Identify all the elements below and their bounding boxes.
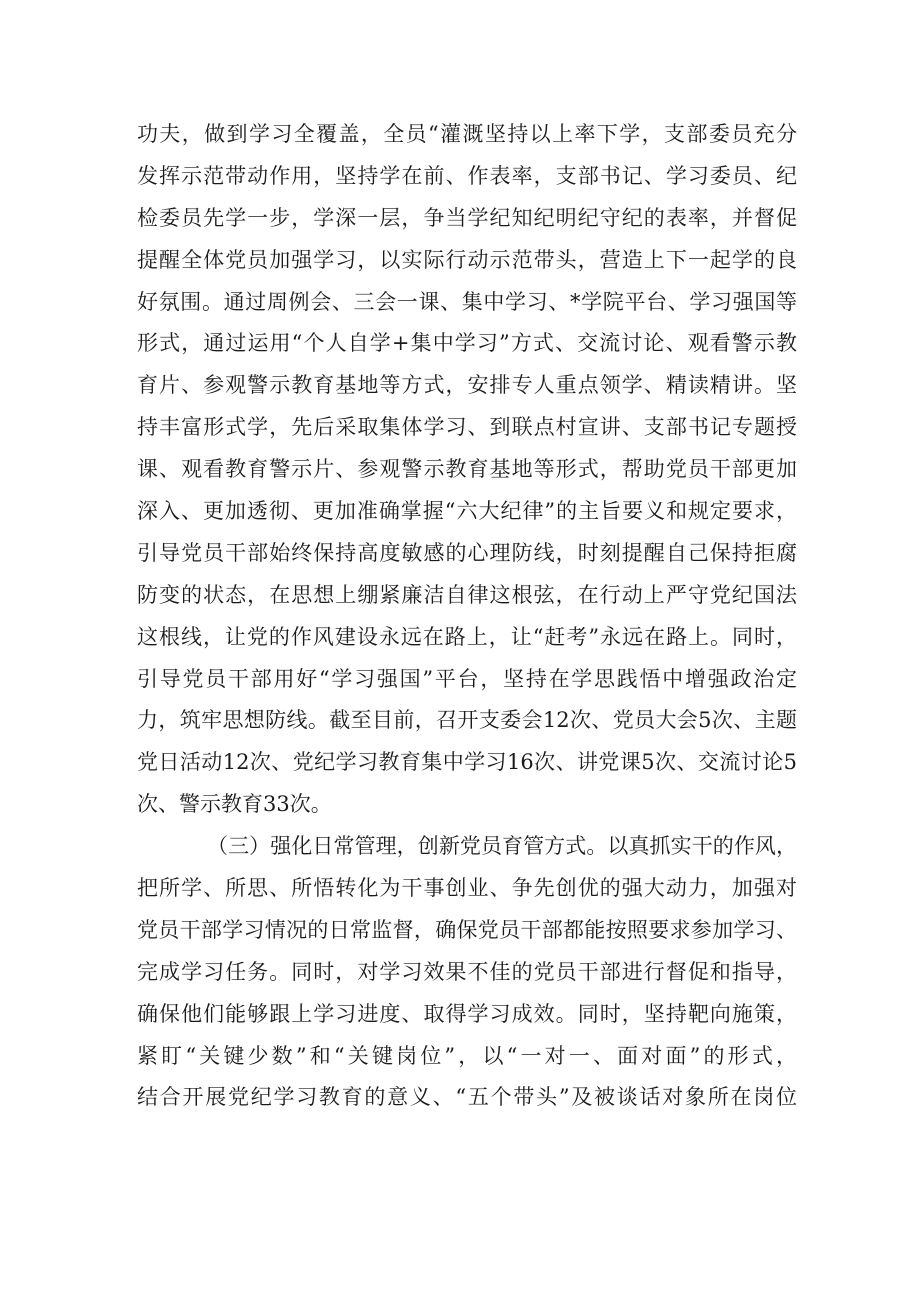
paragraph-1	[137, 114, 797, 826]
text-line: 深入、更加透彻、更加准确掌握“六大纪律”的主旨要义和规定要求，	[137, 499, 797, 524]
text-line: 提醒全体党员加强学习，以实际行动示范带头，营造上下一起学的良	[137, 247, 797, 272]
text-line: 好氛围。通过周例会、三会一课、集中学习、*学院平台、学习强国等	[137, 289, 797, 314]
text-line: 把所学、所思、所悟转化为干事创业、争先创优的强大动力，加强对	[137, 876, 797, 901]
text-line: 完成学习任务。同时，对学习效果不佳的党员干部进行督促和指导，	[137, 959, 797, 984]
text-line: 力，筑牢思想防线。截至目前，召开支委会12次、党员大会5次、主题	[137, 708, 797, 733]
text-line: 功夫，做到学习全覆盖，全员“灌溉坚持以上率下学，支部委员充分	[137, 122, 797, 146]
text-line: 结合开展党纪学习教育的意义、“五个带头”及被谈话对象所在岗位	[137, 1085, 797, 1110]
text-line: 持丰富形式学，先后采取集体学习、到联点村宣讲、支部书记专题授	[137, 415, 797, 440]
text-line: 防变的状态，在思想上绷紧廉洁自律这根弦，在行动上严守党纪国法	[137, 582, 797, 607]
document-body	[137, 114, 797, 1119]
text-line: 确保他们能够跟上学习进度、取得学习成效。同时，坚持靶向施策，	[137, 1001, 797, 1026]
text-line: 次、警示教育33次。	[137, 792, 332, 817]
section-heading-line: （三）强化日常管理，创新党员育管方式。以真抓实干的作风，	[207, 834, 797, 859]
text-line: 形式，通过运用“个人自学+集中学习”方式、交流讨论、观看警示教	[137, 331, 797, 356]
text-line: 这根线，让党的作风建设永远在路上，让“赶考”永远在路上。同时，	[137, 624, 797, 649]
text-line: 党日活动12次、党纪学习教育集中学习16次、讲党课5次、交流讨论5	[137, 750, 797, 775]
paragraph-2	[137, 826, 797, 1119]
text-line: 课、观看教育警示片、参观警示教育基地等形式，帮助党员干部更加	[137, 457, 797, 482]
text-line: 引导党员干部始终保持高度敏感的心理防线，时刻提醒自己保持拒腐	[137, 540, 797, 565]
text-line: 发挥示范带动作用，坚持学在前、作表率，支部书记、学习委员、纪	[137, 163, 797, 188]
text-line: 党员干部学习情况的日常监督，确保党员干部都能按照要求参加学习、	[137, 917, 797, 942]
text-line: 紧盯“关键少数”和“关键岗位”，以“一对一、面对面”的形式，	[137, 1043, 797, 1068]
text-line: 育片、参观警示教育基地等方式，安排专人重点领学、精读精讲。坚	[137, 373, 797, 398]
text-line: 检委员先学一步，学深一层，争当学纪知纪明纪守纪的表率，并督促	[137, 205, 797, 230]
text-line: 引导党员干部用好“学习强国”平台，坚持在学思践悟中增强政治定	[137, 666, 797, 691]
